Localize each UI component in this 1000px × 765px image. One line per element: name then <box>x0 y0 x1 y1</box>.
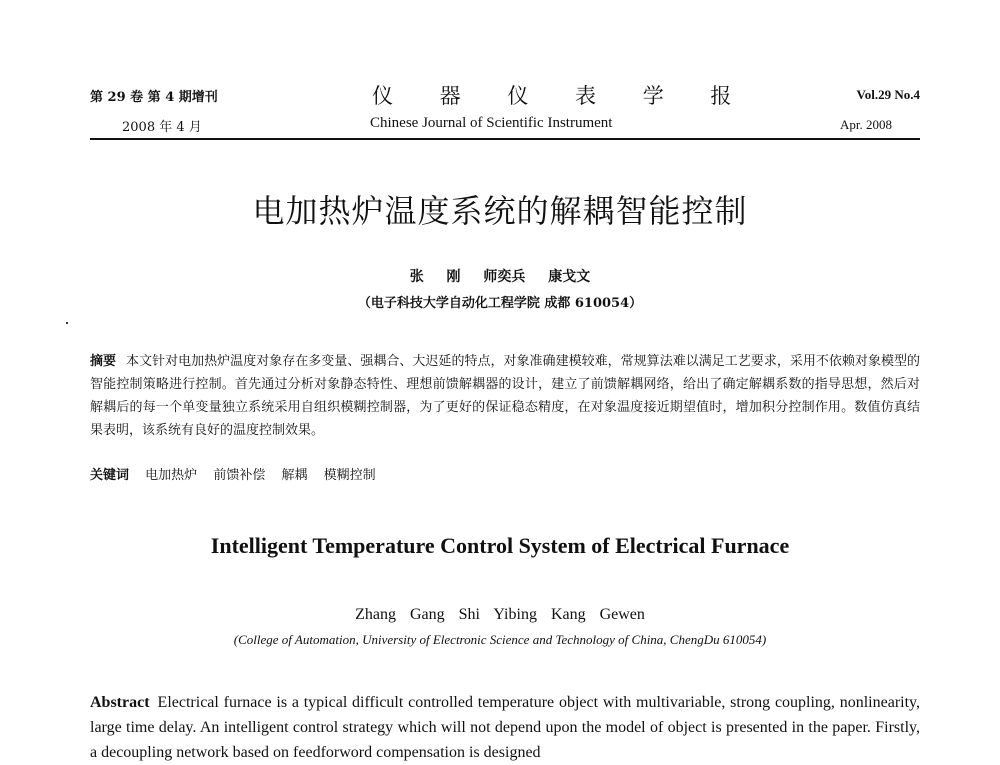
abstract-label-en: Abstract <box>90 694 150 711</box>
date-cn: 2008 年 4 月 <box>122 120 202 135</box>
affiliation-cn: （电子科技大学自动化工程学院 成都 610054） <box>357 296 643 311</box>
volume-cn: 第 29 卷 第 4 期增刊 <box>90 90 218 105</box>
journal-header <box>90 84 920 140</box>
keywords-cn <box>90 464 920 483</box>
date-en: Apr. 2008 <box>840 117 892 132</box>
affiliation-en: (College of Automation, University of Electronic Science and Technology of China, ChengDu 610054) <box>233 632 767 647</box>
keywords-label-cn: 关键词 <box>90 468 130 483</box>
paper-title-cn: 电加热炉温度系统的解耦智能控制 <box>252 192 748 230</box>
keyword: 解耦 <box>281 468 308 483</box>
volume-en: Vol.29 No.4 <box>856 87 920 102</box>
authors-en: Zhang Gang Shi Yibing Kang Gewen <box>355 606 645 623</box>
paper-title-en: Intelligent Temperature Control System of Electrical Furnace <box>210 533 790 558</box>
keyword: 前馈补偿 <box>213 468 266 483</box>
scan-speck <box>66 322 68 324</box>
abstract-label-cn: 摘要 <box>90 354 117 369</box>
journal-name-en: Chinese Journal of Scientific Instrument <box>370 115 613 131</box>
authors-cn: 张 刚 师奕兵 康戈文 <box>409 269 591 285</box>
abstract-text-en: Electrical furnace is a typical difficult controlled temperature object with multivariable, strong coupling, nonlinearity, large time delay. An intelligent control strategy which will not depend upon the model of object is presented in the paper. Firstly, a decoupling network based on feedforword compensation is designed <box>90 694 920 761</box>
abstract-en <box>90 690 920 765</box>
header-divider <box>90 138 920 140</box>
journal-name-cn: 仪 器 仪 表 学 报 <box>372 84 752 108</box>
keyword: 电加热炉 <box>145 468 198 483</box>
abstract-text-cn: 本文针对电加热炉温度对象存在多变量、强耦合、大迟延的特点，对象准确建模较难，常规算法难以满足工艺要求，采用不依赖对象模型的智能控制策略进行控制。首先通过分析对象静态特性、理想前馈解耦器的设计，建立了前馈解耦网络，给出了确定解耦系数的指导思想，然后对解耦后的每一个单变量独立系统采用自组织模糊控制器，为了更好的保证稳态精度，在对象温度接近期望值时，增加积分控制作用。数值仿真结果表明，该系统有良好的温度控制效果。 <box>90 354 920 438</box>
abstract-cn <box>90 350 920 442</box>
keyword: 模糊控制 <box>323 468 376 483</box>
